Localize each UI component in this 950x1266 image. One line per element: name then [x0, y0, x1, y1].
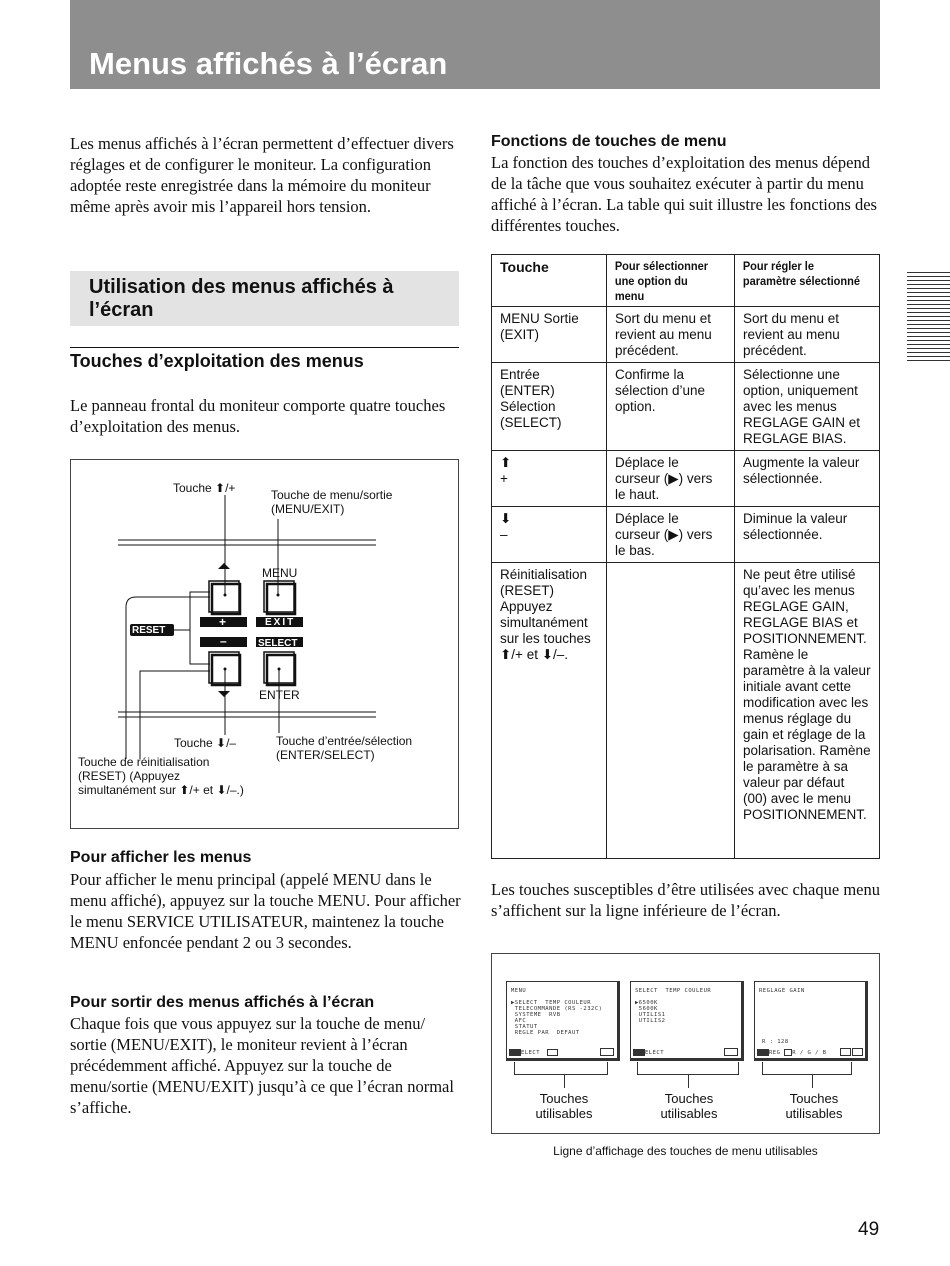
key-enter-text: ENTER [259, 688, 300, 702]
screen-footer [757, 1049, 827, 1056]
label-down-key: Touche ⬇/– [174, 736, 237, 750]
screen-title: SELECT TEMP COULEUR [635, 988, 712, 994]
screen-footer [509, 1049, 558, 1056]
label-up-key: Touche ⬆/+ [173, 481, 236, 495]
table-cell: Augmente la valeur sélectionnée. [735, 451, 880, 507]
table-header: Touche [492, 255, 607, 307]
fonctions-paragraph: La fonction des touches d’exploitation des menus dépend de la tâche que vous souhaitez exécuter à partir du menu affiché à l’écran. La table qui suit illustre les fonctions des différentes touches. [491, 153, 877, 235]
screen-reglage-gain [754, 981, 868, 1061]
table-cell: Entrée (ENTER) Sélection (SELECT) [492, 363, 607, 451]
table-cell: Sort du menu et revient au menu précédent. [607, 307, 735, 363]
touches-paragraph: Le panneau frontal du moniteur comporte quatre touches d’exploitation des menus. [70, 396, 446, 436]
label-menu-key: Touche de menu/sortie (MENU/EXIT) [271, 488, 393, 516]
intro-paragraph: Les menus affichés à l’écran permettent d’effectuer divers réglages et de configurer le moniteur. La configuration adoptée reste enregistrée dans la mémoire du moniteur même après avoir mis l’appareil hors tension. [70, 134, 454, 216]
table-row [492, 451, 880, 507]
menu-key-icon [633, 1049, 645, 1056]
label-reset-key: Touche de réinitialisation (RESET) (Appuyez simultanément sur ⬆/+ et ⬇/–.) [78, 755, 244, 797]
bracket-stem [564, 1074, 565, 1088]
menu-key-icon [757, 1049, 769, 1056]
screen-line: TELECOMMANDE (RS -232C) [511, 1006, 603, 1012]
key-icon [724, 1048, 738, 1056]
page-number: 49 [858, 1219, 880, 1240]
sortir-heading: Pour sortir des menus affichés à l’écran [70, 994, 375, 1011]
screen-footer-label: R / G / B [792, 1050, 827, 1056]
table-cell: ⬆ + [492, 451, 607, 507]
key-icon [600, 1048, 614, 1056]
key-icon [840, 1048, 851, 1056]
table-header-row [492, 255, 880, 307]
table-cell: Réinitialisation (RESET) Appuyez simultanément sur les touches ⬆/+ et ⬇/–. [492, 563, 607, 859]
screen-footer-label: REG [769, 1050, 781, 1056]
bracket-3 [762, 1062, 852, 1075]
screen-line: SYSTEME RVB [511, 1012, 561, 1018]
label-enter-key: Touche d’entrée/sélection (ENTER/SELECT) [276, 734, 413, 762]
table-row [492, 307, 880, 363]
table-row [492, 363, 880, 451]
touches-label: Touches utilisables [785, 1091, 843, 1121]
table-header: Pour sélectionner une option du menu [607, 255, 725, 307]
menu-key-icon [509, 1049, 521, 1056]
screens-figure [491, 953, 880, 1134]
screen-title: REGLAGE GAIN [759, 988, 805, 994]
screen-line: UTILIS1 [635, 1012, 666, 1018]
table-cell: Confirme la sélection d’une option. [607, 363, 735, 451]
key-menu-text: MENU [262, 566, 298, 580]
table-cell: Sélectionne une option, uniquement avec les menus REGLAGE GAIN et REGLAGE BIAS. [735, 363, 880, 451]
bracket-stem [812, 1074, 813, 1088]
table-cell: ⬇ – [492, 507, 607, 563]
screen-temp-couleur [630, 981, 744, 1061]
screen-footer-label: ELECT [521, 1050, 541, 1056]
screen-line: UTILIS2 [635, 1018, 666, 1024]
table-cell: Ne peut être utilisé qu’avec les menus REGLAGE GAIN, REGLAGE BIAS et POSITIONNEMENT. Ramène le paramètre à la valeur initiale avant cette modification avec les menus réglage du gain et réglage de la polarisation. Ramène le paramètre à sa valeur par défaut (00) avec le menu POSITIONNEMENT. [735, 563, 880, 859]
key-reset-text: RESET [132, 625, 166, 636]
key-plus-text: + [219, 615, 227, 629]
heading-rule [70, 347, 459, 348]
section-heading: Utilisation des menus affichés à l’écran [89, 276, 394, 321]
bracket-stem [688, 1074, 689, 1088]
key-exit-text: EXIT [265, 617, 296, 628]
touches-heading: Touches d’exploitation des menus [70, 351, 364, 371]
screen-line: REGLE PAR DEFAUT [511, 1030, 580, 1036]
table-cell: Déplace le curseur (▶) vers le bas. [607, 507, 735, 563]
front-panel-diagram [70, 459, 459, 829]
afficher-heading: Pour afficher les menus [70, 849, 252, 866]
side-tab-marker [907, 272, 950, 362]
screen-line: AFC [511, 1018, 527, 1024]
table-cell: MENU Sortie (EXIT) [492, 307, 607, 363]
screen-footer [633, 1049, 664, 1056]
table-cell [607, 563, 735, 859]
keys-function-table [491, 254, 880, 859]
screen-line: R : 128 [762, 1039, 789, 1045]
figure-caption: Ligne d’affichage des touches de menu utilisables [553, 1144, 818, 1158]
bottom-paragraph: Les touches susceptibles d’être utilisées avec chaque menu s’affichent sur la ligne inférieure de l’écran. [491, 880, 880, 920]
table-cell: Déplace le curseur (▶) vers le haut. [607, 451, 735, 507]
screen-line: ▶SELECT TEMP COULEUR [511, 1000, 592, 1006]
screen-line: 5600K [635, 1006, 658, 1012]
table-header: Pour régler le paramètre sélectionné [735, 255, 868, 307]
screen-title: MENU [511, 988, 527, 994]
fonctions-heading: Fonctions de touches de menu [491, 133, 727, 150]
key-icon [547, 1049, 558, 1056]
bracket-1 [514, 1062, 608, 1075]
key-minus-text: – [220, 634, 227, 648]
sortir-paragraph: Chaque fois que vous appuyez sur la touche de menu/ sortie (MENU/EXIT), le moniteur revient à l’écran précédemment affiché. Appuyez sur la touche de menu/sortie (MENU/EXIT) jusqu’à ce que l’écran normal s’affiche. [70, 1014, 454, 1117]
screen-footer-label: ELECT [645, 1050, 665, 1056]
screen-line: ▶6500K [635, 1000, 658, 1006]
touches-label: Touches utilisables [535, 1091, 593, 1121]
table-row [492, 563, 880, 859]
page-title: Menus affichés à l’écran [89, 46, 448, 81]
key-select-text: SELECT [258, 638, 298, 649]
table-cell: Sort du menu et revient au menu précédent. [735, 307, 880, 363]
key-icon [852, 1048, 863, 1056]
screen-menu [506, 981, 620, 1061]
screen-line: STATUT [511, 1024, 538, 1030]
touches-label: Touches utilisables [660, 1091, 718, 1121]
table-row [492, 507, 880, 563]
afficher-paragraph: Pour afficher le menu principal (appelé MENU dans le menu affiché), appuyez sur la touche MENU. Pour afficher le menu SERVICE UTILISATEUR, maintenez la touche MENU enfoncée pendant 2 ou 3 secondes. [70, 870, 461, 952]
table-cell: Diminue la valeur sélectionnée. [735, 507, 880, 563]
